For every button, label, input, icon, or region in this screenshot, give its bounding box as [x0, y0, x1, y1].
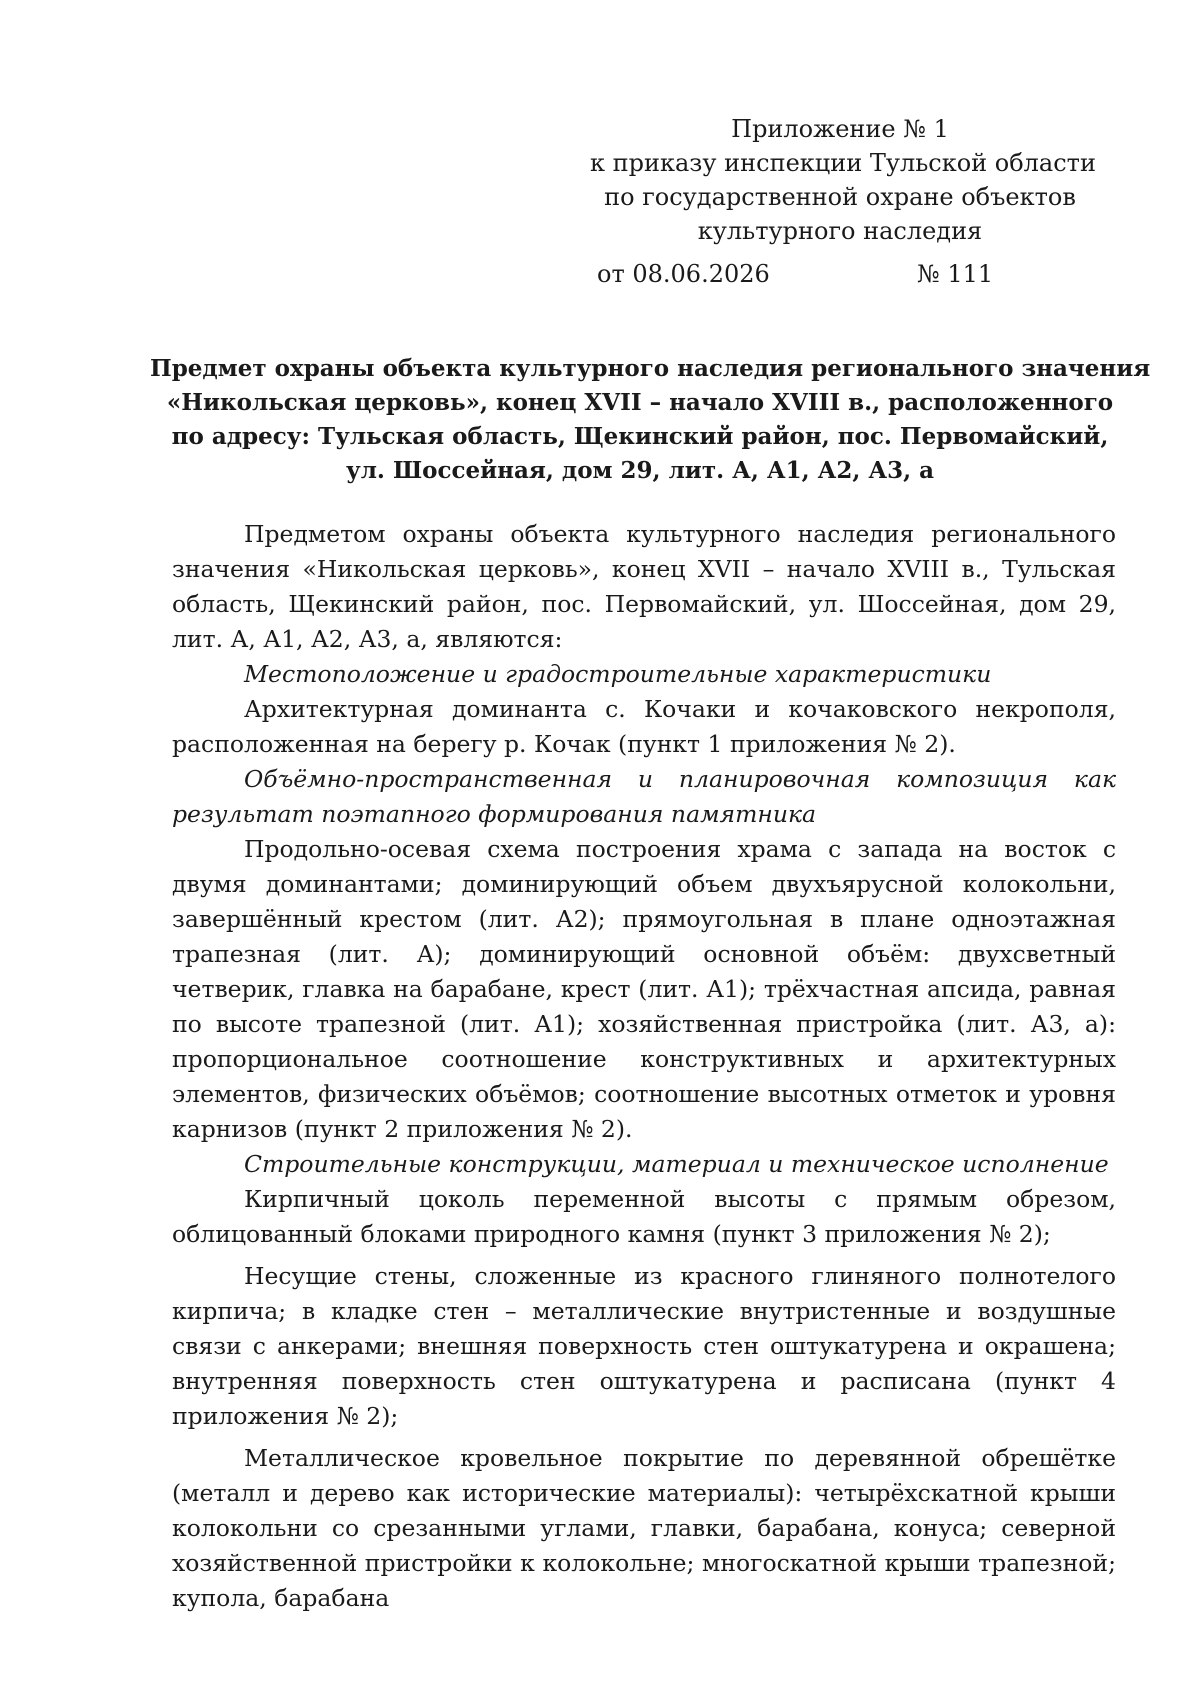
appendix-order-ref: к приказу инспекции Тульской области: [590, 149, 1096, 177]
walls-paragraph: Несущие стены, сложенные из красного глиняного полнотелого кирпича; в кладке стен – металлические внутристенные и воздушные связи с анкерами; внешняя поверхность стен оштукатурена и окрашена; внутренняя поверхность стен оштукатурена и расписана (пункт 4 приложения № 2);: [172, 1262, 1116, 1430]
order-date-number: [597, 257, 1017, 291]
title-line-4: ул. Шоссейная, дом 29, лит. А, А1, А2, А3, а: [345, 457, 935, 484]
location-paragraph: Архитектурная доминанта с. Кочаки и кочаковского некрополя, расположенная на берегу р. Кочак (пункт 1 приложения № 2).: [172, 695, 1116, 758]
section-heading-construction: Строительные конструкции, материал и техническое исполнение: [244, 1150, 1109, 1178]
document-title: [150, 352, 1151, 488]
order-number: № 111: [917, 260, 994, 288]
appendix-header: [590, 112, 1096, 248]
roofing-paragraph: Металлическое кровельное покрытие по деревянной обрешётке (металл и дерево как исторические материалы): четырёхскатной крыши колокольни со срезанными углами, главки, барабана, конуса; северной хозяйственной пристройки к колокольне; многоскатной крыши трапезной; купола, барабана: [172, 1444, 1116, 1612]
composition-paragraph: Продольно-осевая схема построения храма с запада на восток с двумя доминантами; доминирующий объем двухъярусной колокольни, завершённый крестом (лит. А2); прямоугольная в плане одноэтажная трапезная (лит. А); доминирующий основной объём: двухсветный четверик, главка на барабане, крест (лит. А1); трёхчастная апсида, равная по высоте трапезной (лит. А1); хозяйственная пристройка (лит. А3, а): пропорциональное соотношение конструктивных и архитектурных элементов, физических объёмов; соотношение высотных отметок и уровня карнизов (пункт 2 приложения № 2).: [172, 835, 1116, 1143]
appendix-authority-cont: культурного наследия: [697, 217, 983, 245]
section-heading-location: Местоположение и градостроительные характеристики: [244, 660, 992, 688]
plinth-paragraph: Кирпичный цоколь переменной высоты с прямым обрезом, облицованный блоками природного камня (пункт 3 приложения № 2);: [172, 1185, 1116, 1248]
document-body: [172, 517, 1116, 1616]
title-line-3: по адресу: Тульская область, Щекинский район, пос. Первомайский,: [171, 423, 1109, 450]
title-line-1: Предмет охраны объекта культурного наследия регионального значения: [150, 355, 1151, 382]
appendix-authority: по государственной охране объектов: [604, 183, 1076, 211]
title-line-2: «Никольская церковь», конец XVII – начало XVIII в., расположенного: [166, 389, 1114, 416]
appendix-title: Приложение № 1: [731, 115, 949, 143]
order-date: от 08.06.2026: [597, 260, 770, 288]
intro-paragraph: Предметом охраны объекта культурного наследия регионального значения «Никольская церковь», конец XVII – начало XVIII в., Тульская область, Щекинский район, пос. Первомайский, ул. Шоссейная, дом 29, лит. А, А1, А2, А3, а, являются:: [172, 520, 1116, 653]
section-heading-composition: Объёмно-пространственная и планировочная композиция как результат поэтапного формирования памятника: [172, 765, 1116, 828]
